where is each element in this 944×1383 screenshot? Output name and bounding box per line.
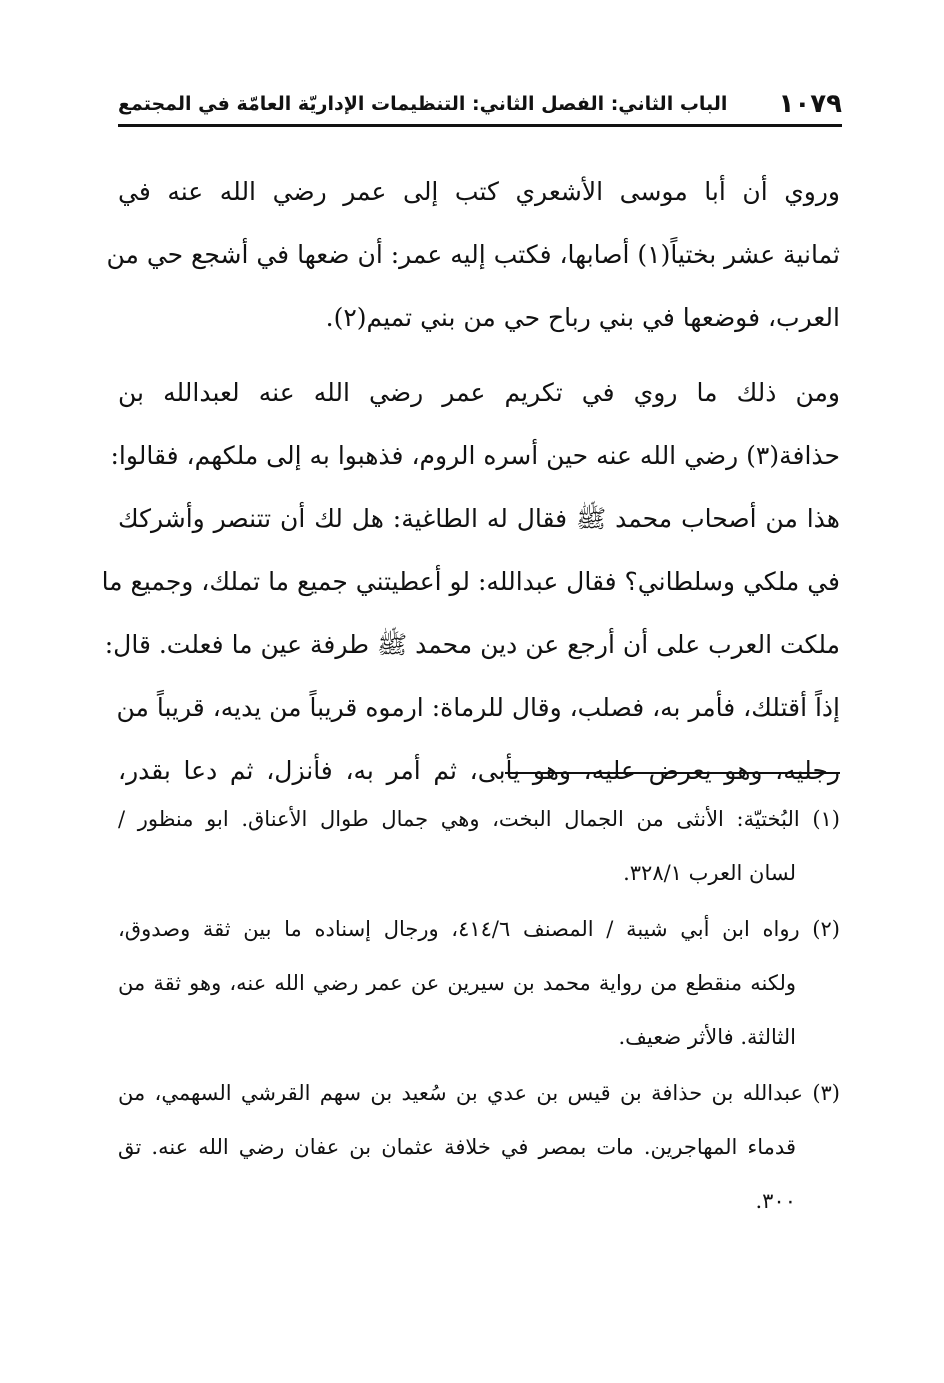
running-header [118,84,842,127]
main-text [101,160,840,802]
text-line: في ملكي وسلطاني؟ فقال عبدالله: لو أعطيتني جميع ما تملك، وجميع ما [101,567,840,596]
footnote-line: (٢) رواه ابن أبي شيبة / المصنف ٤١٤/٦، ورجال إسناده ما بين ثقة وصدوق، [118,917,840,941]
text-line: وروي أن أبا موسى الأشعري كتب إلى عمر رضي الله عنه في [118,177,840,206]
text-line: ثمانية عشر بختياً(١) أصابها، فكتب إليه عمر: أن ضعها في أشجع حي من [106,240,840,269]
footnote-line: (١) البُختيّة: الأنثى من الجمال البخت، وهي جمال طوال الأعناق. ابو منظور / [118,807,840,831]
footnote-3 [118,1066,840,1228]
footnote-line: لسان العرب ٣٢٨/١. [623,861,796,885]
page-number: ١٠٧٩ [778,89,842,119]
paragraph-2 [101,361,840,802]
paragraph-1 [106,160,840,349]
text-line: العرب، فوضعها في بني رباح حي من بني تميم(٢). [325,303,840,332]
footnote-line: ولكنه منقطع من رواية محمد بن سيرين عن عمر رضي الله عنه، وهو ثقة من [118,971,796,995]
footnote-2 [118,902,840,1064]
footnote-line: قدماء المهاجرين. مات بمصر في خلافة عثمان بن عفان رضي الله عنه. تق [118,1135,796,1159]
text-line: ومن ذلك ما روي في تكريم عمر رضي الله عنه لعبدالله بن [118,378,840,407]
text-line: ملكت العرب على أن أرجع عن دين محمد ﷺ طرفة عين ما فعلت. قال: [104,630,840,659]
footnotes [118,792,840,1228]
text-line: هذا من أصحاب محمد ﷺ فقال له الطاغية: هل لك أن تتنصر وأشركك [118,504,840,533]
footnote-line: ٣٠٠. [755,1189,796,1213]
running-title: الباب الثاني: الفصل الثاني: التنظيمات الإداريّة العامّة في المجتمع [118,93,728,115]
footnote-line: (٣) عبدالله بن حذافة بن قيس بن عدي بن سُعيد بن سهم القرشي السهمي، من [118,1081,840,1105]
footnote-line: الثالثة. فالأثر ضعيف. [618,1025,796,1049]
text-line: رجليه، وهو يعرض عليه، وهو يأبى، ثم أمر به، فأنزل، ثم دعا بقدر، [118,756,840,785]
text-line: حذافة(٣) رضي الله عنه حين أسره الروم، فذهبوا به إلى ملكهم، فقالوا: [110,441,840,470]
text-line: إذاً أقتلك، فأمر به، فصلب، وقال للرماة: ارموه قريباً من يديه، قريباً من [116,693,840,722]
footnote-separator [505,772,840,774]
footnote-1 [118,792,840,900]
